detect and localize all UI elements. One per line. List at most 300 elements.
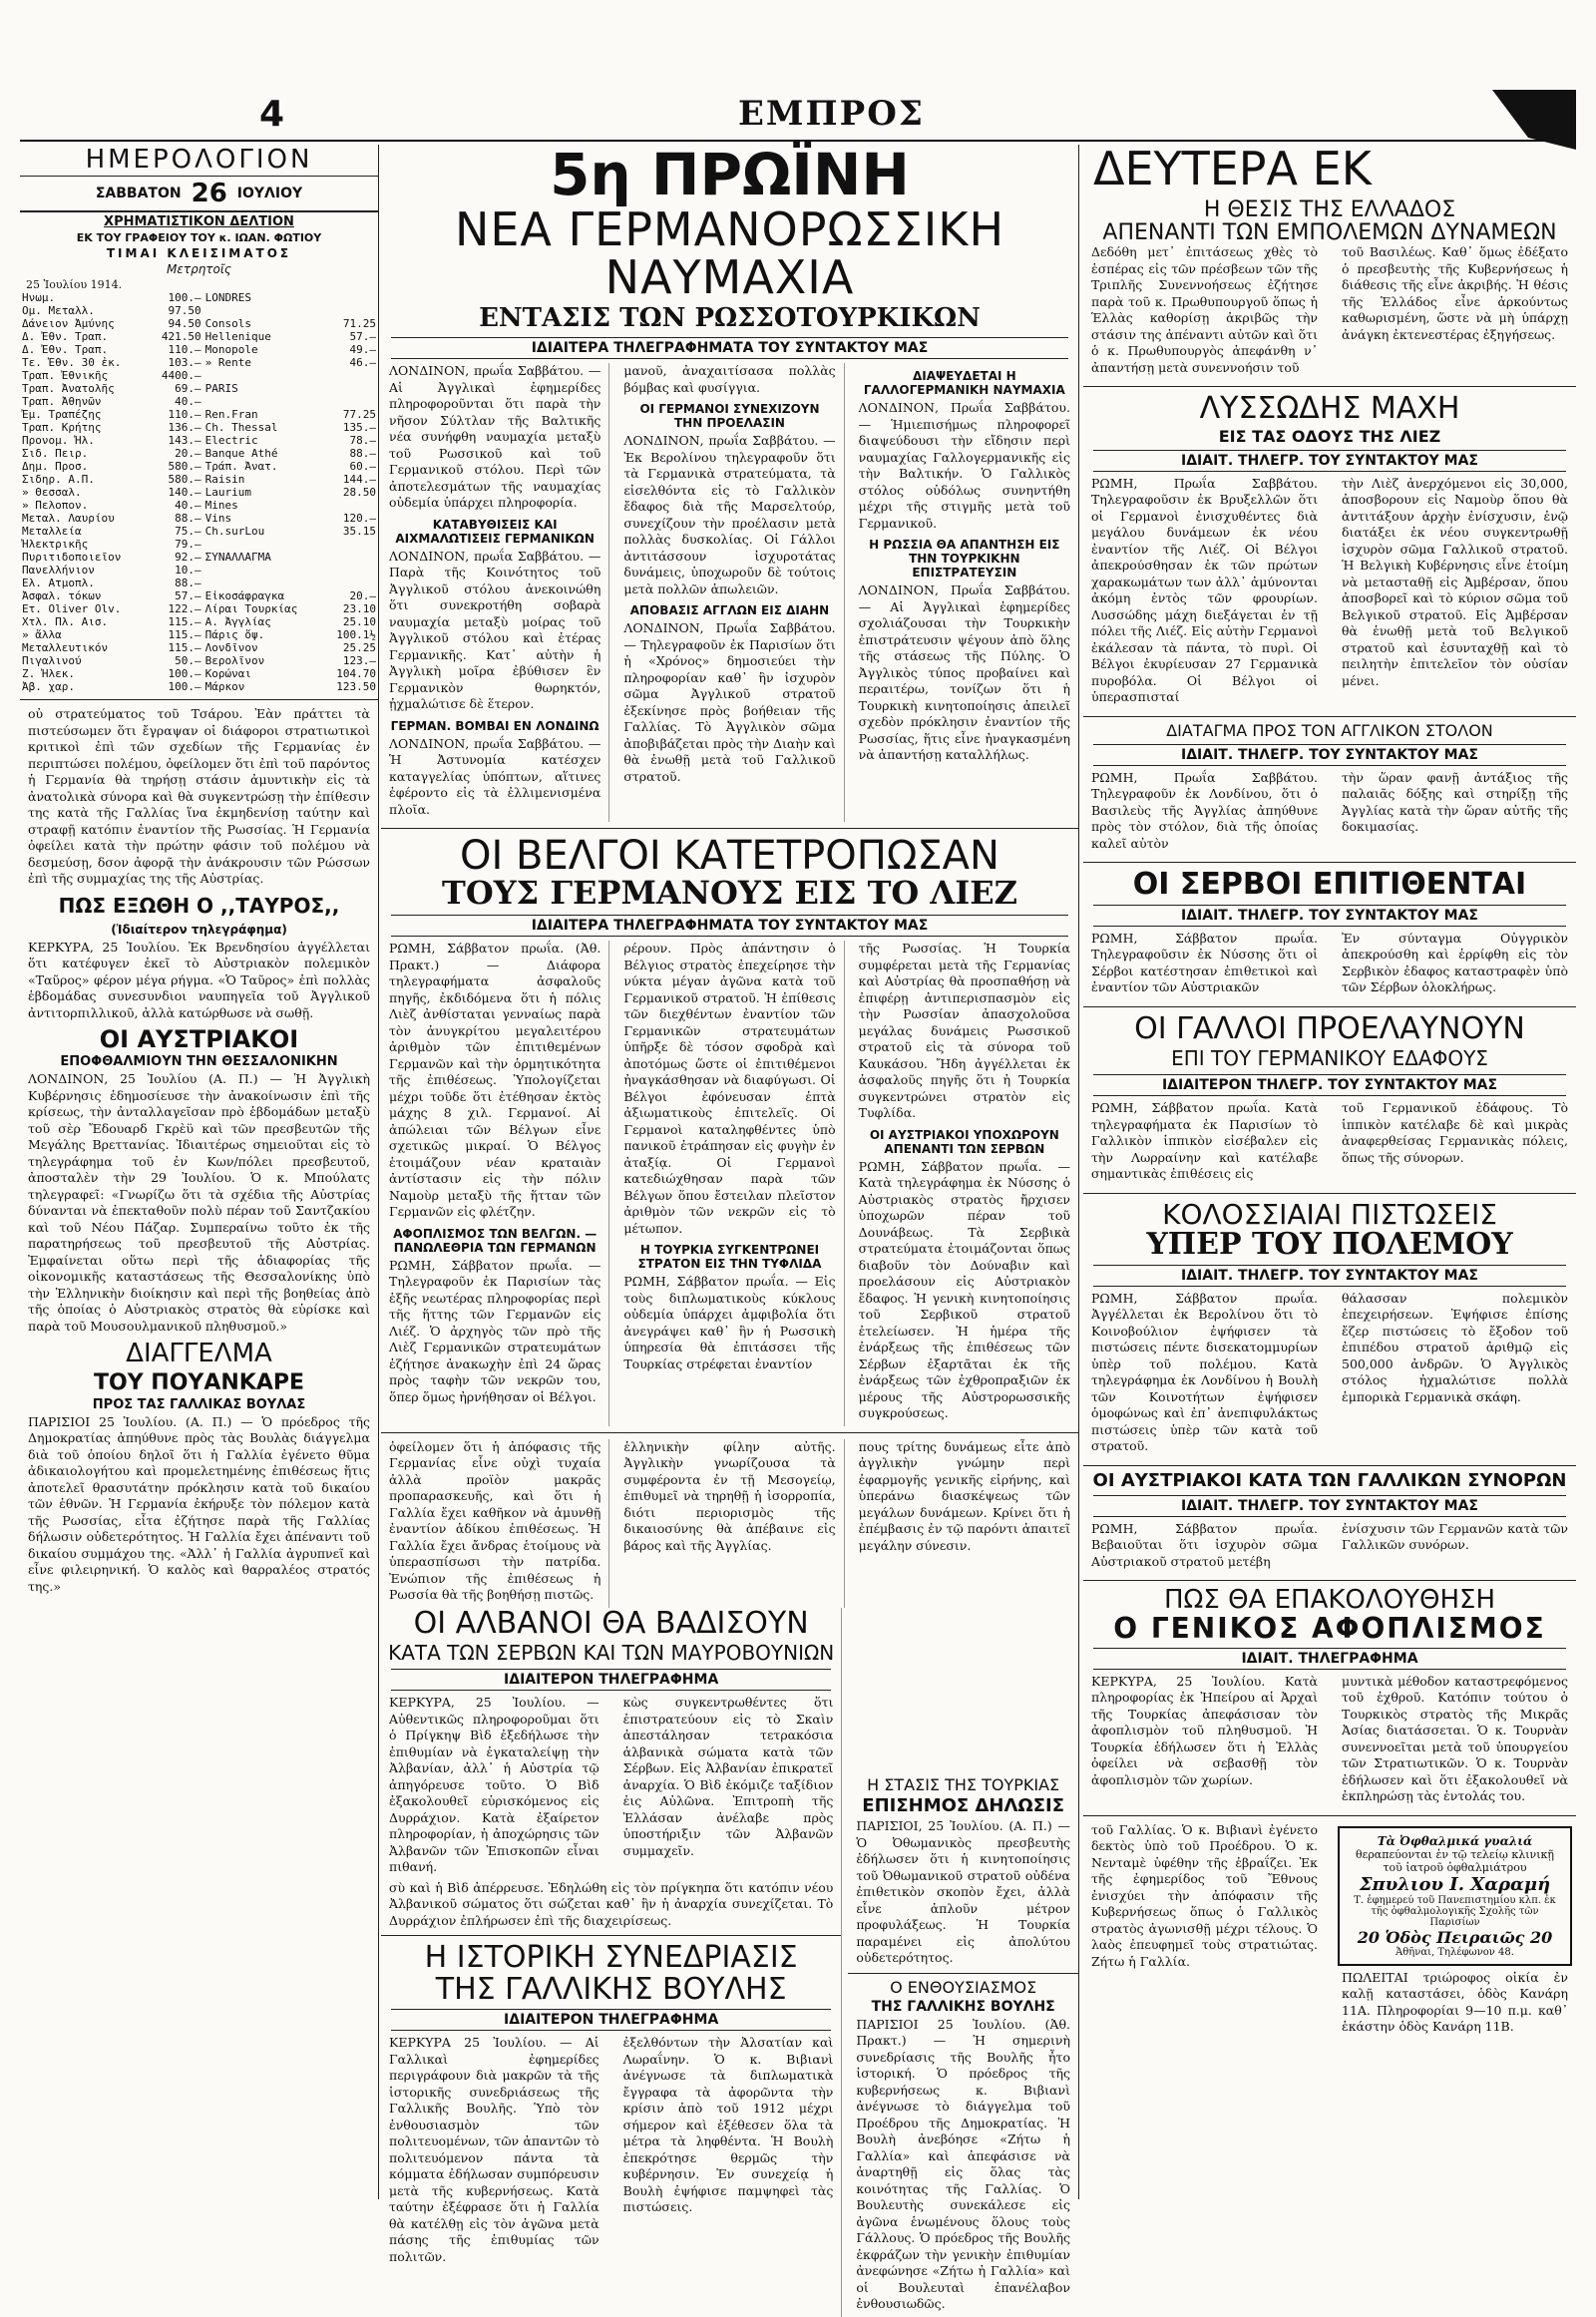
- ad-name: Σπυλιου Ι. Χαραμή: [1359, 1873, 1551, 1895]
- fin-cell: [323, 382, 378, 395]
- fin-cell: » Πελοπον.: [22, 499, 89, 513]
- fin-cell: Τράπ. Ἀνατ.: [204, 460, 278, 474]
- austr-ypoxor-text: ΡΩΜΗ, Σάββατον πρωΐα. — Κατὰ τηλεγράφημα ἐκ Νύσσης ὁ Αὐστριακὸς στρατὸς ἤρχισεν ὑποχωρῶν πέραν τοῦ Δουνάβεως. Τὰ Σερβικὰ στρατεύματα ἐτοιμάζονται ὅπως διαβοῦν τὸν Δούναβιν καὶ προελάσουν εἰς Αὐστριακὸν ἔδαφος. Ἡ γενικὴ κινητοποίησις τοῦ Σερβικοῦ στρατοῦ ἐτελείωσεν. Ἡ ἡμέρα τῆς ἐνάρξεως τῆς ἐπιθέσεως τῶν Σέρβων ἐξαρτᾶται ἐκ τῆς ἐνάρξεως τῶν ἐχθροπραξιῶν ἐκ μέρους τῆς Αὐστρορωσσικῆς συγκρούσεως.: [858, 1158, 1070, 1421]
- sub-enthousiasmos: ΤΗΣ ΓΑΛΛΙΚΗΣ ΒΟΥΛΗΣ: [871, 1998, 1055, 2015]
- page-number: 4: [259, 94, 285, 135]
- fin-cell: 115.—: [168, 615, 201, 629]
- sub-diaggelma: ΤΟΥ ΠΟΥΑΝΚΑΡΕ: [93, 1369, 304, 1395]
- tatpos-tag: (Ἰδιαίτερον τηλεγράφημα): [111, 922, 287, 937]
- fin-cell: Σιδηρ. Α.Π.: [22, 473, 95, 487]
- fin-cell: 104.70: [336, 667, 376, 681]
- lower-left-block: [381, 1605, 842, 2317]
- rossia-text: ΛΟΝΔΙΝΟΝ, Πρωΐα Σαββάτου. — Αἱ Ἀγγλικαὶ ἐφημερίδες σχολιάζουσαι τὴν Τουρκικὴν ἐπιστράτευσιν ψέγουν ἀπὸ ὅλης τῆς στάσεως τῆς Πύλης. Ὁ Ἀγγλικὸς τύπος προβαίνει καὶ περαιτέρω, τονίζων ὅτι ἡ Τουρκικὴ κινητοποίησις ἀπειλεῖ σχεδὸν πρόκλησιν ἐναντίον τῆς Ρωσσίας, ἥτις εἶνε ἠναγκασμένη νὰ ἀπαντήσῃ καταλλήλως.: [858, 582, 1070, 763]
- fin-cell: 25.25: [342, 641, 376, 655]
- article-text: οὐ στρατεύματος τοῦ Τσάρου. Ἐὰν πράττει τὰ πιστεύσωμεν ὅτι ἔγραψαν οἱ διάφοροι στρατιωτικοὶ κριτικοὶ ἐπὶ τῶν σχεδίων τῆς Γερμανίας ἐν περιπτώσει πολέμου, ὀφείλομεν ὅτι ἐπὶ τοῦ παρόντος ἡ Γερμανία θὰ τηρήσῃ στάσιν ἀμυντικὴν εἰς τὰ ἀνατολικὰ σύνορα καὶ θὰ συγκεντρώσῃ τὴν ἐπίθεσιν της κατὰ τῆς Γαλλίας ἵνα ἐκμηδενίσῃ ταύτην καὶ στραφῇ κατόπιν ἐναντίον τῆς Ρωσσίας. Ἡ Γερμανία ὀφείλει κατὰ τὴν πρώτην φάσιν τοῦ πολέμου νὰ δεσμεύσῃ, δσον ἀφορᾷ τὴν ἀνάκρουσιν τῶν Ρώσσων ἐπὶ τῆς συμμαχίας της τῆς Αὐστρίας.: [28, 706, 370, 887]
- sub-velgoi: ΤΟΥΣ ΓΕΡΜΑΝΟΥΣ ΕΙΣ ΤΟ ΛΙΕΖ: [442, 874, 1017, 913]
- fin-date: 25 Ἰουλίου 1914.: [26, 278, 123, 292]
- fin-cell: 20.—: [349, 589, 376, 603]
- fin-cell: Ετ. Oliver Olv.: [22, 602, 122, 616]
- fin-cell: Ἠλεκτρικῆς: [22, 538, 89, 552]
- fin-cell: Πάρις ὄψ.: [204, 628, 265, 642]
- fin-row: [20, 680, 378, 693]
- fin-row: [20, 291, 378, 304]
- naumachia-text-b: μανοῦ, ἀναχαιτίσασα πολλὰς βόμβας καὶ φυσίγγια.: [623, 363, 836, 395]
- fin-row: [20, 460, 378, 473]
- thesis-columns: [1083, 244, 1576, 380]
- fin-cell: 4400.—: [161, 369, 201, 383]
- fin-cell: LONDRES: [204, 291, 251, 305]
- germanoi-synex-text: ΛΟΝΔΙΝΟΝ, πρωΐα Σαββάτου. — Ἐκ Βερολίνου τηλεγραφοῦν ὅτι τὰ Γερμανικὰ στρατεύματα, τὰ εἰσελθόντα εἰς τὸ Γαλλικὸν ἔδαφος διὰ τῆς Μαρσελτούρ, συνεχίζουν τὴν προέλασιν μετὰ πολλὰς δυσκολίας. Οἱ Γάλλοι ἀντιτάσσουν ἰσχυροτάτας δυνάμεις, ὑποχωροῦν δὲ τούτοις μετὰ πολλῶν ἀπωλειῶν.: [623, 433, 836, 596]
- alvanoi-columns: [381, 1695, 841, 1880]
- velgoi-column-3: [851, 941, 1078, 1426]
- fin-cell: 40.—: [175, 395, 201, 409]
- fin-cell: 123.—: [342, 654, 376, 668]
- fin-cell: 28.50: [342, 486, 376, 500]
- tag-diataxis: ΙΔΙΑΙΤ. ΤΗΛΕΓΡ. ΤΟΥ ΣΥΝΤΑΚΤΟΥ ΜΑΣ: [1093, 744, 1566, 766]
- fin-cell: [323, 369, 378, 382]
- alvanoi-text-c: σὺ καὶ ἡ Βὶδ ἀπέρρευσε. Ἐδηλώθη εἰς τὸν πρίγκηπα ὅτι κατόπιν νέου Ἀλβανικοῦ σώματος ὅτι σώζεται καθ᾽ ἣν ἡ ἀναρχία συνεχίζεται. Τὸ Δυρράχιον ἐπλήρωσεν ἐπὶ τῆς διαχειρίσεως.: [389, 1879, 834, 1928]
- ad-title: Τὰ Ὀφθαλμικά γυαλιά: [1377, 1833, 1533, 1848]
- fin-cell: 103.—: [168, 356, 201, 370]
- fin-row: [20, 434, 378, 447]
- headline-katavytheis: ΚΑΤΑΒΥΘΙΣΕΙΣ ΚΑΙ ΑΙΧΜΑΛΩΤΙΣΕΙΣ ΓΕΡΜΑΝΙΚΩΝ: [395, 517, 595, 546]
- pos-tha-columns: [1083, 1674, 1576, 1809]
- diataxis-columns: [1083, 770, 1576, 857]
- fin-cell: [323, 564, 378, 577]
- fin-cell: 140.—: [168, 486, 201, 500]
- fin-cell: Δ. Ἐθν. Τραπ.: [22, 343, 109, 357]
- headline-galloi: ΟΙ ΓΑΛΛΟΙ ΠΡΟΕΛΑΥΝΟΥΝ: [1134, 1010, 1525, 1046]
- galloi-text-b: τοῦ Γερμανικοῦ ἐδάφους. Τὸ ἱππικὸν κατέλαβε δὲ καὶ μικρὰς ἀναφερθείσας Γερμανικὰς πόλεις, ὅπως τῆς σύνορων.: [1342, 1100, 1568, 1165]
- fin-cell: 580.—: [168, 460, 201, 474]
- main-headline: ΝΕΑ ΓΕΡΜΑΝΟΡΩΣΣΙΚΗ ΝΑΥΜΑΧΙΑ: [454, 201, 1005, 305]
- fin-cell: Ch.surLou: [204, 525, 265, 539]
- headline-germ-bombai: ΓΕΡΜΑΝ. ΒΟΜΒΑΙ ΕΝ ΛΟΝΔΙΝΩ: [390, 718, 599, 733]
- fin-cell: 110.—: [168, 408, 201, 422]
- fin-cell: Εἰκοσάφραγκα: [204, 589, 285, 603]
- fin-cell: » ἄλλα: [22, 628, 62, 642]
- fin-cell: 135.—: [342, 421, 376, 435]
- fin-row: [20, 408, 378, 421]
- velgoi-text-c: τῆς Ρωσσίας. Ἡ Τουρκία συμφέρεται μετὰ τῆς Γερμανίας καὶ Αὐστρίας θὰ προσπαθήσῃ νὰ ἐπιφέρῃ ἀντιπερισπασμὸν εἰς τὴν Ρωσσίαν ἀπασχολοῦσα μεγάλας δυνάμεις Ρωσσικοῦ στρατοῦ εἰς τὰ σύνορα τοῦ Καυκάσου. Ἤδη ἀγγέλλεται ἐκ ἀσφαλοῦς πηγῆς ὅτι ἡ Τουρκία συγκεντρώνει στρατὸν εἰς Τυφλίδα.: [858, 941, 1070, 1121]
- ad-line2: Τ. ἐφημερεύ τοῦ Πανεπιστημίου κλπ. ἐκ τῆς ὀφθαλμολογικῆς Σχολῆς τῶν Παρισίων: [1354, 1894, 1556, 1928]
- fin-cell: 100.—: [168, 291, 201, 305]
- fin-cell: 71.25: [342, 317, 376, 331]
- fin-cell: Hellenique: [204, 330, 271, 344]
- newspaper-page: [20, 0, 1576, 2312]
- fin-row: [20, 382, 378, 395]
- main-tag: ΙΔΙΑΙΤΕΡΑ ΤΗΛΕΓΡΑΦΗΜΑΤΑ ΤΟΥ ΣΥΝΤΑΚΤΟΥ ΜΑΣ: [391, 337, 1068, 359]
- sub-thesis: ΑΠΕΝΑΝΤΙ ΤΩΝ ΕΜΠΟΛΕΜΩΝ ΔΥΝΑΜΕΩΝ: [1102, 220, 1557, 246]
- fin-cell: 49.—: [349, 343, 376, 357]
- austriakoi-gall-text-a: ΡΩΜΗ, Σάββατον πρωΐα. Βεβαιοῦται ὅτι ἰσχυρὸν σῶμα Αὐστριακοῦ στρατοῦ μετέβη: [1091, 1520, 1318, 1569]
- sub-lyssodis: ΕΙΣ ΤΑΣ ΟΔΟΥΣ ΤΗΣ ΛΙΕΖ: [1218, 426, 1441, 446]
- fin-cell: 20.—: [175, 447, 201, 461]
- headline-velgoi: ΟΙ ΒΕΛΓΟΙ ΚΑΤΕΤΡΟΠΩΣΑΝ: [460, 833, 999, 880]
- fin-cell: Ch. Thessal: [204, 421, 278, 435]
- fin-cell: Δημ. Προσ.: [22, 460, 89, 474]
- fin-cell: [203, 577, 324, 589]
- fin-cell: Προνομ. Ἠλ.: [22, 434, 95, 448]
- fin-cell: Λίραι Τουρκίας: [204, 602, 298, 616]
- fin-cell: Electric: [204, 434, 258, 448]
- lower-text-a: ὀφείλομεν ὅτι ἡ ἀπόφασις τῆς Γερμανίας εἶνε οὐχὶ τυχαία ἀλλὰ προϊὸν μακρᾶς προπαρασκευῆς, καὶ ὅτι ἡ Γαλλία ἔχει καθῆκον νὰ ἀμυνθῇ ἐναντίον ἀδίκου ἐπιθέσεως. Ἡ Γαλλία ἔχει ἄνδρας ἑτοίμους νὰ ὑπερασπίσωσι τὴν πατρίδα. Ἐνώπιον τῆς ἐπιθέσεως ἡ Ρωσσία θὰ τῆς βοηθήσῃ πιστῶς.: [389, 1438, 601, 1603]
- fin-cell: Ἐμ. Τραπέζης: [22, 408, 102, 422]
- fin-cell: 580.—: [168, 473, 201, 487]
- headline-diataxis: ΔΙΑΤΑΓΜΑ ΠΡΟΣ ΤΟΝ ΑΓΓΛΙΚΟΝ ΣΤΟΛΟΝ: [1166, 720, 1493, 740]
- fin-cell: » Rente: [204, 356, 251, 370]
- tag-velgoi: ΙΔΙΑΙΤΕΡΑ ΤΗΛΕΓΡΑΦΗΜΑΤΑ ΤΟΥ ΣΥΝΤΑΚΤΟΥ ΜΑΣ: [391, 915, 1068, 937]
- fin-cell: PARIS: [204, 382, 238, 396]
- galloi-columns: [1083, 1100, 1576, 1187]
- diataxis-text-b: τὴν ὥραν φανῇ ἀντάξιος τῆς παλαιᾶς δόξης καὶ στηρίξῃ τῆς Ἀγγλίας κατὰ τὴν ὥραν αὐτῆς τῆς δοκιμασίας.: [1342, 769, 1568, 835]
- headline-rossia: Η ΡΩΣΣΙΑ ΘΑ ΑΠΑΝΤΗΣΗ ΕΙΣ ΤΗΝ ΤΟΥΡΚΙΚΗΝ ΕΠΙΣΤΡΑΤΕΥΣΙΝ: [869, 538, 1060, 580]
- fin-cell: 115.—: [168, 641, 201, 655]
- fin-cell: [323, 499, 378, 512]
- fin-cell: 10.—: [175, 564, 201, 578]
- tag-istoriki: ΙΔΙΑΙΤΕΡΟΝ ΤΗΛΕΓΡΑΦΗΜΑ: [391, 2009, 831, 2031]
- diaggelma-text: ΠΑΡΙΣΙΟΙ 25 Ἰουλίου. (Α. Π.) — Ὁ πρόεδρος τῆς Δημοκρατίας ἀπηύθυνε πρὸς τὰς Βουλὰς διάγγελμα διὰ τοῦ ὁποίου δηλοῖ ὅτι ἡ Γαλλία ἐγένετο θῦμα ἀδικαιολογήτου καὶ προμελετημένης ἐπιθέσεως ἥτις ἀποτελεῖ θρασυτάτην πρόκλησιν κατὰ τοῦ δικαίου τῶν ἐθνῶν. Ἡ Γερμανία ἐκήρυξε τὸν πόλεμον κατὰ τῆς Ρωσσίας, εἶτα ἐζήτησε παρὰ τῆς Γαλλίας δήλωσιν οὐδετερότητος. Ἡ Γαλλία ἔχει ἀπέναντι τοῦ δικαίου συμμάχου της. «Ἀλλ᾽ ἡ Γαλλία ἀγρυπνεῖ καὶ εἶνε φιλειρηνική. Ὁ καλὸς καὶ θαρραλέος στρατός της.»: [28, 1413, 370, 1594]
- fin-sub: ΕΚ ΤΟΥ ΓΡΑΦΕΙΟΥ ΤΟΥ κ. ΙΩΑΝ. ΦΩΤΙΟΥ: [76, 231, 322, 245]
- classified-ad: ΠΩΛΕΙΤΑΙ τριώροφος οἰκία ἐν καλῇ καταστάσει, ὁδὸς Κανάρη 11Α. Πληροφορίαι 9—10 π.μ. καθ᾽ ἑκάστην ὁδὸς Κανάρη 11Β.: [1342, 1969, 1568, 2035]
- fin-cell: 69.—: [175, 382, 201, 396]
- lower-text-b: ἑλληνικὴν φίλην αὐτῆς. Ἀγγλικὴν γνωρίζουσα τὰ συμφέροντα ἐν τῇ Μεσογείῳ, ἐπιθυμεῖ νὰ τηρηθῇ ἡ ἰσορροπία, διότι περιορισμὸς τῆς δικαιοσύνης θὰ ἀπέβαινε εἰς βάρος καὶ τῆς Ἀγγλίας.: [623, 1438, 836, 1553]
- fin-row: [20, 356, 378, 369]
- headline-austriakoi: ΟΙ ΑΥΣΤΡΙΑΚΟΙ: [99, 1025, 299, 1054]
- servoi-text-b: Ἐν σύνταγμα Οὐγγρικὸν ἀπεκρούσθη καὶ ἐρρίφθη εἰς τὸν Σερβικὸν ἐδαφος καταστραφὲν ὑπὸ τῶν Σέρβων ὁλοκλήρως.: [1342, 930, 1568, 995]
- fin-cell: Χτλ. Πλ. Αισ.: [22, 615, 109, 629]
- fin-cell: 94.50: [168, 317, 201, 331]
- ystasis-text: ΠΑΡΙΣΙΟΙ, 25 Ἰουλίου. (Α. Π.) — Ὁ Ὀθωμανικὸς πρεσβευτὴς ἐδήλωσεν ὅτι ἡ κινητοποίησις τοῦ Ὀθωμανικοῦ στρατοῦ οὐδένα ἐπιθετικὸν σκοπὸν ἔχει, ἀλλὰ εἶνε ἀπλοῦν μέτρον προφυλάξεως. Ἡ Τουρκία παραμένει εἰς ἀπολύτου οὐδετερότητος.: [856, 1818, 1070, 1966]
- austriakoi-gall-columns: [1083, 1521, 1576, 1575]
- fin-cell: 143.—: [168, 434, 201, 448]
- headline-kolossiaiai: ΚΟΛΟΣΣΙΑΙΑΙ ΠΙΣΤΩΣΕΙΣ: [1162, 1197, 1497, 1231]
- headline-diapsevdetai: ΔΙΑΨΕΥΔΕΤΑΙ Η ΓΑΛΛΟΓΕΡΜΑΝΙΚΗ ΝΑΥΜΑΧΙΑ: [863, 369, 1065, 398]
- pos-tha-text-a: ΚΕΡΚΥΡΑ, 25 Ἰουλίου. Κατὰ πληροφορίας ἐκ Ἠπείρου αἱ Ἀρχαὶ τῆς Τουρκίας ἀπεφάσισαν τὸν ἀφοπλισμὸν τοῦ πληθυσμοῦ. Ἡ Τουρκία ἐδήλωσεν ὅτι ἡ Ἑλλὰς ὀφείλει νὰ σεβασθῇ τὸν ἀφοπλισμὸν τῶν χωρίων.: [1091, 1673, 1318, 1787]
- fin-cell: Σιδ. Πειρ.: [22, 447, 89, 461]
- tag-pos-tha: ΙΔΙΑΙΤ. ΤΗΛΕΓΡΑΦΗΜΑ: [1093, 1648, 1566, 1670]
- fin-title: ΧΡΗΜΑΤΙΣΤΙΚΟΝ ΔΕΛΤΙΟΝ: [104, 214, 294, 230]
- velgoi-column-1: [381, 941, 609, 1426]
- diataxis-text-a: ΡΩΜΗ, Πρωΐα Σαββάτου. Τηλεγραφοῦν ἐκ Λονδίνου, ὅτι ὁ Βασιλεὺς τῆς Ἀγγλίας ἀπηύθυνε πρὸς τὸν στόλον, διὰ τῆς ὁποίας καλεῖ αὐτὸν: [1091, 769, 1318, 851]
- right-headline: ΔΕΥΤΕΡΑ ΕΚ: [1093, 142, 1372, 195]
- fin-row: [20, 304, 378, 317]
- fin-cell: Ἀσφαλ. τόκων: [22, 589, 102, 603]
- alvanoi-text-a: ΚΕΡΚΥΡΑ, 25 Ἰουλίου. — Αὐθεντικῶς πληροφοροῦμαι ὅτι ὁ Πρίγκηψ Βὶδ ἐξεδήλωσε τὴν ἐπιθυμίαν νὰ ἐγκαταλείψῃ τὴν Ἀλβανίαν, ἀλλ᾽ ἡ Αὐστρία τῷ ἀπηγόρευσε τοῦτο. Ὁ Βὶδ ἐξακολουθεῖ εὑρισκόμενος εἰς Δυρράχιον. Κατὰ ἐξαίρετον πληροφορίαν, ἡ ἀποχώρησις τῶν Ἀλβανῶν τῶν Ἐπισκοπῶν εἶναι πιθανή.: [389, 1695, 599, 1875]
- fin-cell: Μεταλλευτικόν: [22, 641, 109, 655]
- headline-austr-ypoxor: ΟΙ ΑΥΣΤΡΙΑΚΟΙ ΥΠΟΧΩΡΟΥΝ ΑΠΕΝΑΝΤΙ ΤΩΝ ΣΕΡΒΩΝ: [869, 1127, 1059, 1156]
- fin-row: [20, 525, 378, 538]
- fin-cell: 97.50: [168, 304, 201, 318]
- lyssodis-columns: [1083, 476, 1576, 710]
- bottom-text: τοῦ Γαλλίας. Ὁ κ. Βιβιανὶ ἐγένετο δεκτὸς ὑπὸ τοῦ Προέδρου. Ὁ κ. Νενταμὲ ὑφέθην τῆς ἐβραΐζει. Ἐκ τῆς ἐφημερίδος τοῦ Ἔθνους ἐνισχύει τὴν ἀπόφασιν τῆς Κυβερνήσεως ὅπως ὁ Γαλλικὸς στρατὸς ἀγωνισθῇ μέχρι τέλους. Ὁ λαὸς ἐπευφημεῖ τοὺς στρατιώτας. Ζήτω ἡ Γαλλία.: [1091, 1821, 1318, 1969]
- headline-austriakoi-gall: ΟΙ ΑΥΣΤΡΙΑΚΟΙ ΚΑΤΑ ΤΩΝ ΓΑΛΛΙΚΩΝ ΣΥΝΟΡΩΝ: [1092, 1469, 1567, 1491]
- fin-cell: Κορώναι: [204, 667, 251, 681]
- fin-cell: 25.10: [342, 615, 376, 629]
- katavytheis-text: ΛΟΝΔΙΝΟΝ, πρωΐα Σαββάτου. — Παρὰ τῆς Κοινότητος τοῦ Ἀγγλικοῦ στόλου ἀνεκοινώθη ὅτι συνεκροτήθη σοβαρὰ ναυμαχία μεταξὺ μοίρας τοῦ Ἀγγλικοῦ στόλου καὶ ἑτέρας Γερμανικῆς. Κατ᾽ αὐτὴν ἡ Ἀγγλικὴ μοῖρα ἐβύθισεν ἓν Γερμανικὸν θωρηκτόν, ᾐχμαλώτισε δὲ ἕτερον.: [389, 548, 601, 712]
- fin-row: [20, 486, 378, 499]
- column-left: [20, 145, 379, 2199]
- column-center: [381, 141, 1079, 2312]
- servoi-text-a: ΡΩΜΗ, Σάββατον πρωΐα. Τηλεγραφοῦσιν ἐκ Νύσσης ὅτι οἱ Σέρβοι κατέστησαν ἐπιθετικοὶ καὶ ἐναντίον τῶν Αὐστριακῶν: [1091, 930, 1318, 995]
- calendar-month: ΙΟΥΛΙΟΥ: [236, 186, 303, 202]
- headline-istoriki: Η ΙΣΤΟΡΙΚΗ ΣΥΝΕΔΡΙΑΣΙΣ: [424, 1940, 798, 1976]
- velgoi-text-b: ρέρουν. Πρὸς ἀπάντησιν ὁ Βέλγιος στρατὸς ἐπεχείρησε τὴν νύκτα μέγαν ἀγῶνα κατὰ τοῦ Γερμανικοῦ στρατοῦ. Ἡ ἐπίθεσις τῶν διεχθέντων ἐναντίον τῶν Γερμανικῶν στρατευμάτων ὑπῆρξε δὲ τόσον σφοδρὰ καὶ ἀποτόμως ὥστε οἱ ἐπιτιθέμενοι ἠναγκάσθησαν νὰ διαφύγωσι. Οἱ Βέλγοι ἐφόνευσαν ἑπτὰ ἀξιωματικοὺς ἐπιτελεῖς. Οἱ Γερμανοὶ καταληφθέντες ὑπὸ πανικοῦ ἐτράπησαν εἰς φυγὴν ἐν ἀταξίᾳ. Οἱ Γερμανοὶ κατεδιώχθησαν παρὰ τῶν Βέλγων ὅπου ἔστειλαν πλεῖστον ἀριθμὸν τῶν νεκρῶν εἰς τὸ μέτωπον.: [623, 941, 836, 1236]
- austriakoi-text: ΛΟΝΔΙΝΟΝ, 25 Ἰουλίου (Α. Π.) — Ἡ Ἀγγλικὴ Κυβέρνησις ἐδημοσίευσε τὴν ἀνακοίνωσιν ἐπὶ τῆς κρίσεως, τὴν ἀνταλλαγεῖσαν πρὸ ἑβδομάδων μεταξὺ τοῦ σὲρ Ἔδουαρδ Γκρὲϋ καὶ τῶν πρεσβευτῶν τῆς Μεγάλης Βρεττανίας. Ἰδιαιτέρως σημειοῦται εἰς τὸ τηλεγράφημα τοῦ ἐν Κων/πόλει πρεσβευτοῦ, ἀποσταλὲν τὴν 29 Ἰουλίου. Ὁ κ. Μπούλατς τηλεγραφεῖ: «Γνωρίζω ὅτι τὰ σχέδια τῆς Αὐστρίας δύνανται νὰ ἐπεκταθοῦν πολὺ πέραν τοῦ Σαντζακίου καὶ τοῦ Νέου Πάζαρ. Συμπεραίνω τοῦτο ἐκ τῆς παρατηρήσεως τοῦ πρεσβευτοῦ τῆς Αὐστρίας. Ἐμφαίνεται οὕτω περὶ τῆς ἀδιαφορίας τῆς οἰκονομικῆς καταστάσεως τῆς Θεσσαλονίκης ὑπὸ τὴν Ἑλληνικὴν διοίκησιν καὶ περὶ τῆς βοηθείας ἀπὸ τῆς ὁποίας ὁ Αὐστριακὸς στρατὸς θὰ εὑρίσκε καὶ παρὰ τοῦ Μουσουλμανικοῦ πληθυσμοῦ.»: [28, 1071, 370, 1334]
- fin-row: [20, 667, 378, 680]
- headline-thesis: Η ΘΕΣΙΣ ΤΗΣ ΕΛΛΑΔΟΣ: [1203, 197, 1456, 223]
- fin-row: [20, 577, 378, 589]
- thesis-text-a: Δεδόθη μετ᾽ ἐπιτάσεως χθὲς τὸ ἑσπέρας εἰς τῶν πρέσβεων τῶν τῆς Τριπλῆς Συνεννοήσεως ἐζήτησε παρὰ τοῦ κ. Πρωθυπουργοῦ ὅπως ἡ Ἑλλὰς καθορίσῃ ἀκριβῶς τὴν στάσιν της ἀπέναντι αὐτῶν καὶ ὅτι ὁ κ. Πρωθυπουργὸς ἀπεφάνθη ν᾽ ἀπαντήσῃ μετὰ συνεννοήσιν τοῦ: [1091, 244, 1318, 375]
- fin-row: [20, 421, 378, 434]
- germ-bombai-text: ΛΟΝΔΙΝΟΝ, πρωΐα Σαββάτου. — Ἡ Ἀστυνομία κατέσχεν καταγγελίας ὑπόπτων, αἵτινες ἐφέροντο εἰς τὰ ἐλλιμενισμένα πλοῖα.: [389, 735, 601, 817]
- naumachia-text-a: ΛΟΝΔΙΝΟΝ, πρωΐα Σαββάτου. — Αἱ Ἀγγλικαὶ ἐφημερίδες πληροφοροῦνται ὅτι παρὰ τὴν νῆσον Σύλτλαν τῆς Βαλτικῆς νέα συνήφθη ναυμαχία μεταξὺ τοῦ Ρωσσικοῦ καὶ τοῦ Γερμανικοῦ στόλου. Περὶ τῶν ἀποτελεσμάτων τῆς ναυμαχίας οὐδεμία ὑπάρχει πληροφορία.: [389, 363, 601, 511]
- fin-cell: 144.—: [342, 473, 376, 487]
- istoriki-text-b: ἐξελθόντων τὴν Ἀλσατίαν καὶ Λωραΐνην. Ὁ κ. Βιβιανὶ ἀνέγνωσε τὰ διπλωματικὰ ἔγγραφα τὰ ἀφορῶντα τὴν κρίσιν ἀπὸ τοῦ 1912 μέχρι σήμερον καὶ ἐξέθεσεν ὅλα τὰ μέτρα τὰ ληφθέντα. Ἡ Βουλὴ ἐπεκρότησε θερμῶς τὴν κυβέρνησιν. Ἐν συνεχείᾳ ἡ Βουλὴ ἐψήφισε παμψηφεὶ τὰς πιστώσεις.: [622, 2035, 834, 2215]
- fin-cell: Ren.Fran: [204, 408, 258, 422]
- fin-cell: [203, 564, 324, 577]
- headline-apovaseis: ΑΠΟΒΑΣΙΣ ΑΓΓΛΩΝ ΕΙΣ ΔΙΑΗΝ: [629, 603, 830, 618]
- headline-lyssodis: ΛΥΣΣΩΔΗΣ ΜΑΧΗ: [1199, 391, 1460, 427]
- fin-table: [20, 291, 378, 693]
- velgoi-text-a: ΡΩΜΗ, Σάββατον πρωΐα. (Ἀθ. Πρακτ.) — Διάφορα τηλεγραφήματα ἀσφαλοῦς πηγῆς, ἐκδιδόμενα ὅτι ἡ πόλις Λιὲζ ἀνθίσταται γενναίως παρὰ τὸν ἀνυγκρίτου μεγαλειτέρου ἀριθμὸν τῶν ἐπιτιθεμένων Γερμανῶν καὶ τὴν ὁρμητικότητα τῆς ἐπιθέσεως. Ὑπολογίζεται μέχρι τοῦδε ὅτι ἐτέθησαν ἐκτὸς μάχης 8 χιλ. Γερμανοί. Αἱ ἀπώλειαι τῶν Βέλγων εἶνε σχετικῶς μικραί. Ὁ Βέλγος ἑτοιμάζουν νέαν κραταιὰν ἀντίστασιν εἰς τὴν πόλιν Ναμοὺρ μεταξὺ τῆς ἥτταν τῶν Γερμανῶν εἰς φλέτζην.: [389, 941, 601, 1220]
- fin-cell: 421.50: [161, 330, 201, 344]
- afopliasmos-text: ΡΩΜΗ, Σάββατον πρωΐα. — Τηλεγραφοῦν ἐκ Παρισίων τὰς ἑξῆς νεωτέρας πληροφορίας περὶ τῆς ἥττης τῶν Γερμανῶν εἰς Λιέζ. Ὁ ἀρχηγὸς τῶν πρὸ τῆς Λιὲζ Γερμανικῶν στρατευμάτων ἐζήτησε ἀνακωχὴν ἐπὶ 24 ὥρας πρὸς ταφὴν τῶν νεκρῶν του, ὅπερ ὅμως ἠρνήθησαν οἱ Βέλγοι.: [389, 1257, 601, 1404]
- tag-austriakoi-gall: ΙΔΙΑΙΤ. ΤΗΛΕΓΡ. ΤΟΥ ΣΥΝΤΑΚΤΟΥ ΜΑΣ: [1093, 1495, 1566, 1517]
- bottom-section: [1083, 1822, 1576, 2040]
- pos-tha-text-b: μυντικὰ μέθοδον καταστρεφόμενος τοῦ ἐχθροῦ. Κατόπιν τούτου ὁ Τουρκικὸς στρατὸς τῆς Μικρᾶς Ἀσίας διατάσσεται. Ὁ κ. Τουρνὰν συνεννοεῖται μετὰ τοῦ ὑπουργείου τῶν Στρατιωτικῶν. Ὁ κ. Τουρνὰν ἐδήλωσεν καὶ ὅτι ἐξακολουθεῖ νὰ ἐκπληρώσῃ τὰς ἐντολάς του.: [1342, 1673, 1568, 1804]
- fin-row: [20, 602, 378, 615]
- fin-cell: 110.—: [168, 343, 201, 357]
- alvanoi-text-b: κὼς συγκεντρωθέντες ὅτι ἐπιστρατεύουν εἰς τὸ Σκαὶν ἀπεστάλησαν τετρακόσια ἀλβανικὰ σώματα κατὰ τῶν Σέρβων. Εἰς Ἀλβανίαν ἐπικρατεῖ ἀναρχία. Ὁ Βὶδ ἐκόμιζε ταξίδιον ἐις Αὐλῶνα. Ἐπιτροπὴ τῆς Ἑλλάσαν ἀνέλαβε πρὸς ὑποστήριξιν τῶν Ἀλβανῶν συμμαχεῖν.: [622, 1695, 834, 1858]
- lower-right-block: [848, 1608, 1078, 2317]
- calendar-title: ΗΜΕΡΟΛΟΓΙΟΝ: [20, 145, 378, 177]
- sub-kolossiaiai: ΥΠΕΡ ΤΟΥ ΠΟΛΕΜΟΥ: [1146, 1227, 1513, 1263]
- masthead: [20, 90, 1576, 142]
- fin-cell: Ηνωμ.: [22, 291, 56, 305]
- diapsevdetai-text: ΛΟΝΔΙΝΟΝ, Πρωΐα Σαββάτου. — Ἡμιεπισήμως πληροφορεῖ διαψεύδουσι τὴν εἴδησιν περὶ ναυμαχίας Γαλλογερμανικῆς εἰς τὴν Βαλτικήν. Ὁ Γαλλικὸς στόλος οὐδόλως συνηντήθη μέχρι τῆς στιγμῆς μετὰ τοῦ Γερμανικοῦ.: [858, 400, 1070, 531]
- fin-cell: [323, 304, 378, 317]
- fin-cell: Raisin: [204, 473, 245, 487]
- sub-istoriki: ΤΗΣ ΓΑΛΛΙΚΗΣ ΒΟΥΛΗΣ: [435, 1971, 787, 2007]
- fin-cell: 122.—: [168, 602, 201, 616]
- fin-cell: Μεταλλεία: [22, 525, 82, 539]
- fin-sub3: Μετρητοῖς: [167, 262, 231, 277]
- fin-cell: 77.25: [342, 408, 376, 422]
- kolossiaiai-text-b: θάλασσαν πολεμικὸν ἐπεχειρήσεων. Ἐψήφισε ἐπίσης ἔζερ πιστώσεις τὸ ἔξοδον τοῦ ἐπιπέδου στρατοῦ ἀριθμῷ εἰς 500,000 ἀνδρῶν. Ὁ Ἀγγλικὸς στόλος ἠχμαλώτισε πολλὰ ἐμπορικὰ Γερμανικὰ σκάφη.: [1342, 1290, 1568, 1404]
- fin-cell: Πανελλήνιον: [22, 564, 95, 578]
- story-column-2: [615, 363, 844, 822]
- calendar-day: ΣΑΒΒΑΤΟΝ: [95, 186, 182, 202]
- fin-cell: [323, 291, 378, 304]
- calendar-dateline: [20, 177, 378, 212]
- fin-row: [20, 564, 378, 577]
- fin-cell: [203, 395, 324, 408]
- headline-tourkia-synk: Η ΤΟΥΡΚΙΑ ΣΥΓΚΕΝΤΡΩΝΕΙ ΣΤΡΑΤΟΝ ΕΙΣ ΤΗΝ ΤΥΦΛΙΔΑ: [637, 1243, 822, 1272]
- fin-cell: Βερολῖνον: [204, 654, 265, 668]
- fin-cell: Monopole: [204, 343, 258, 357]
- istoriki-columns: [381, 2035, 841, 2269]
- fin-cell: [203, 369, 324, 382]
- velgoi-columns: [381, 941, 1078, 1426]
- sub-austriakoi: ΕΠΟΦΘΑΛΜΙΟΥΝ ΤΗΝ ΘΕΣΣΑΛΟΝΙΚΗΝ: [60, 1054, 338, 1070]
- fin-row: [20, 317, 378, 330]
- fin-cell: Λονδῖνον: [204, 641, 258, 655]
- tag-galloi: ΙΔΙΑΙΤΕΡΟΝ ΤΗΛΕΓΡ. ΤΟΥ ΣΥΝΤΑΚΤΟΥ ΜΑΣ: [1093, 1074, 1566, 1096]
- fin-row: [20, 473, 378, 486]
- fin-sub2: ΤΙΜΑΙ ΚΛΕΙΣΙΜΑΤΟΣ: [106, 246, 292, 261]
- fin-row: [20, 628, 378, 641]
- fin-cell: 100.1½: [336, 628, 376, 642]
- fin-cell: Ελ. Ατμοπλ.: [22, 577, 95, 590]
- kolossiaiai-columns: [1083, 1291, 1576, 1459]
- headline-afopliasmos: ΑΦΟΠΛΙΣΜΟΣ ΤΩΝ ΒΕΛΓΩΝ. — ΠΑΝΩΛΕΘΡΙΑ ΤΩΝ ΓΕΡΜΑΝΩΝ: [393, 1226, 598, 1255]
- headline-alvanoi: ΟΙ ΑΛΒΑΝΟΙ ΘΑ ΒΑΔΙΣΟΥΝ: [413, 1605, 809, 1641]
- fin-cell: [323, 395, 378, 408]
- fin-cell: [203, 538, 324, 551]
- fin-cell: [323, 577, 378, 589]
- fin-cell: ΣΥΝΑΛΛΑΓΜΑ: [204, 551, 271, 565]
- istoriki-text-a: ΚΕΡΚΥΡΑ 25 Ἰουλίου. — Αἱ Γαλλικαὶ ἐφημερίδες περιγράφουν διὰ μακρῶν τὰ τῆς ἱστορικῆς συνεδριάσεως τῆς Γαλλικῆς Βουλῆς. Ὑπὸ τὸν ἐνθουσιασμὸν τῶν πολιτευομένων, τῶν ἀπαντῶν τὸ πολιτευόμενον πάντα τὰ κόμματα ἐδήλωσαν συμπόρευσιν μετὰ τῆς κυβερνήσεως. Κατὰ ταύτην ἐξέφρασε ὅτι ἡ Γαλλία θὰ κατέλθῃ εἰς τὸν ἀγῶνα μετὰ πάσης τῆς ἐπιθυμίας τῶν πολιτῶν.: [389, 2035, 599, 2264]
- lower-text-c: πους τρίτης δυνάμεως εἶτε ἀπὸ ἀγγλικὴν γνώμην περὶ ἐφαρμογῆς γενικῆς εἰρήνης, καὶ ὑπεράνω διασκέψεως τῶν μεγάλων δυνάμεων. Κρίνει ὅτι ἡ ἐπέμβασις ἐν τῷ παρόντι ἀπαιτεῖ μεγάλην σύνεσιν.: [858, 1438, 1070, 1553]
- fin-cell: 40.—: [175, 499, 201, 513]
- sub2-diaggelma: ΠΡΟΣ ΤΑΣ ΓΑΛΛΙΚΑΣ ΒΟΥΛΑΣ: [92, 1396, 306, 1412]
- tag-alvanoi: ΙΔΙΑΙΤΕΡΟΝ ΤΗΛΕΓΡΑΦΗΜΑ: [391, 1669, 831, 1691]
- tag-servoi: ΙΔΙΑΙΤ. ΤΗΛΕΓΡ. ΤΟΥ ΣΥΝΤΑΚΤΟΥ ΜΑΣ: [1093, 905, 1566, 927]
- fin-cell: 57.—: [175, 589, 201, 603]
- fin-cell: Ἀβ. χαρ.: [22, 680, 75, 694]
- velgoi-column-2: [615, 941, 844, 1426]
- fin-cell: 78.—: [349, 434, 376, 448]
- fin-cell: Τραπ. Ἐθνικῆς: [22, 369, 109, 383]
- fin-row: [20, 512, 378, 525]
- headline-diaggelma: ΔΙΑΓΓΕΛΜΑ: [126, 1339, 272, 1369]
- fin-row: [20, 654, 378, 667]
- galloi-text-a: ΡΩΜΗ, Σάββατον πρωΐα. Κατὰ τηλεγραφήματα ἐκ Παρισίων τὸ Γαλλικὸν ἱππικὸν εἰσέβαλεν εἰς τὴν Λωρραίνην καὶ κατέλαβε σημαντικὰς ἐπιθέσεις εἰς: [1091, 1100, 1318, 1182]
- headline-tatpos: ΠΩΣ ΕΞΩΘΗ Ο ,,ΤΑΥΡΟΣ,,: [58, 893, 340, 918]
- fin-cell: [323, 551, 378, 564]
- sub-pos-tha: Ο ΓΕΝΙΚΟΣ ΑΦΟΠΛΙΣΜΟΣ: [1113, 1612, 1546, 1646]
- headline-ystasis: Η ΣΤΑΣΙΣ ΤΗΣ ΤΟΥΡΚΙΑΣ: [867, 1774, 1060, 1794]
- fin-cell: Πυριτιδοποιεῖον: [22, 551, 122, 565]
- fin-row: [20, 538, 378, 551]
- servoi-columns: [1083, 931, 1576, 1000]
- headline-pos-tha: ΠΩΣ ΘΑ ΕΠΑΚΟΛΟΥΘΗΣΗ: [1163, 1585, 1496, 1616]
- fin-cell: 35.15: [342, 525, 376, 539]
- ad-line1: θεραπεύονται ἐν τῷ τελείῳ κλινικῇ τοῦ ἰατροῦ ὀφθαλμιάτρου: [1356, 1847, 1554, 1874]
- fin-row: [20, 551, 378, 564]
- fin-row: [20, 343, 378, 356]
- fin-cell: 50.—: [175, 654, 201, 668]
- fin-row: [20, 395, 378, 408]
- kicker: 5η ΠΡΩΪΝΗ: [550, 141, 910, 208]
- fin-row: [20, 369, 378, 382]
- main-subhead: ΕΝΤΑΣΙΣ ΤΩΝ ΡΩΣΣΟΤΟΥΡΚΙΚΩΝ: [479, 303, 981, 334]
- fin-cell: 88.—: [175, 577, 201, 590]
- top-story-columns: [381, 363, 1078, 822]
- fin-cell: Banque Athé: [204, 447, 278, 461]
- tag-lyssodis: ΙΔΙΑΙΤ. ΤΗΛΕΓΡ. ΤΟΥ ΣΥΝΤΑΚΤΟΥ ΜΑΣ: [1093, 450, 1566, 472]
- fin-cell: Ομ. Μεταλλ.: [22, 304, 95, 318]
- fin-cell: 136.—: [168, 421, 201, 435]
- fin-cell: 92.—: [175, 551, 201, 565]
- enthousiasmos-text: ΠΑΡΙΣΙΟΙ 25 Ἰουλίου. (Ἀθ. Πρακτ.) — Ἡ σημερινὴ συνεδρίασις τῆς Βουλῆς ἦτο ἱστορική. Ὁ πρόεδρος τῆς κυβερνήσεως κ. Βιβιανὶ ἀνέγνωσε τὸ διάγγελμα τοῦ Προέδρου τῆς Δημοκρατίας. Ἡ Βουλὴ ἀνεβόησε «Ζήτω ἡ Γαλλία» καὶ ἀπεφάσισε νὰ ἀναρτηθῇ εἰς ὅλας τὰς κοινότητας τῆς Γαλλίας. Ὁ Βουλευτὴς συνεκάλεσε εἰς ἀγῶνα ἑνωμένους ὅλους τοὺς Γάλλους. Ὁ πρόεδρος τῆς Βουλῆς ἐκφράζων τὴν γενικὴν ἐπιθυμίαν ἀνεφώνησε «Ζήτω ἡ Γαλλία» καὶ οἱ Βουλευταὶ ἐπανέλαβον ἐνθουσιωδῶς.: [856, 2016, 1070, 2312]
- tourkia-synk-text: ΡΩΜΗ, Σάββατον πρωΐα. — Εἰς τοὺς διπλωματικοὺς κύκλους οὐδεμία ὑπάρχει ἀμφιβολία ὅτι ἀνεγράψει καθ᾽ ἣν ἡ Ρωσσικὴ ὑπηρεσία θὰ ἐπιτάσσει τῆς Τουρκίας στρέφεται ἐναντίον: [623, 1274, 836, 1371]
- fin-cell: Τραπ. Ἀθηνῶν: [22, 395, 102, 409]
- fin-row: [20, 330, 378, 343]
- fin-cell: Τραπ. Κρήτης: [22, 421, 102, 435]
- fin-cell: 75.—: [175, 525, 201, 539]
- calendar-date: 26: [191, 179, 227, 209]
- fin-cell: 120.—: [342, 512, 376, 526]
- fin-cell: [323, 538, 378, 551]
- fin-cell: 115.—: [168, 628, 201, 642]
- lyssodis-text-b: τὴν Λιὲζ ἀνερχόμενοι εἰς 30,000, ἀποσβορουν εἰς Ναμοὺρ ὅπου θὰ ἀντιτάξουν ἀρχὴν ἐνίσχυσιν, ἐνῷ διατάξει ἐκ νέου συγκεντρωθῇ ἰσχυρὸν σῶμα Γαλλικοῦ στρατοῦ. Ἡ Βελγικὴ Κυβέρνησις εἶνε ἑτοίμη νὰ μετασταθῇ εἰς Ἀμβέρσαν, ὅπου ἀποσβορεῖ καὶ τὸ κύριον σῶμα τοῦ Βελγικοῦ στρατοῦ. Εἰς Ἀμβέρσαν θὰ ἐνωθῇ μετὰ τοῦ Βελγικοῦ στρατοῦ καὶ ἐσυνταχθῇ καὶ τὸ πειλητὴν ἐπιτελεῖον τὸν οὐσίαν μένει.: [1342, 475, 1568, 688]
- fin-cell: Τραπ. Ἀνατολῆς: [22, 382, 115, 396]
- fin-cell: 46.—: [349, 356, 376, 370]
- fin-cell: Τε. Ἐθν. 30 ἐκ.: [22, 356, 122, 370]
- fin-cell: Ζ. Ἠλεκ.: [22, 667, 75, 681]
- sub-ystasis: ΕΠΙΣΗΜΟΣ ΔΗΛΩΣΙΣ: [862, 1795, 1065, 1817]
- fin-cell: Πιγαλινού: [22, 654, 82, 668]
- ad-address: 20 Ὁδὸς Πειραιῶς 20: [1357, 1927, 1553, 1947]
- fin-cell: [203, 304, 324, 317]
- lower-fragments: [381, 1439, 1078, 1608]
- fin-cell: 88.—: [349, 447, 376, 461]
- fin-cell: Δάνειον Ἀμύνης: [22, 317, 115, 331]
- fin-cell: 100.—: [168, 667, 201, 681]
- headline-servoi: ΟΙ ΣΕΡΒΟΙ ΕΠΙΤΙΘΕΝΤΑΙ: [1132, 867, 1527, 903]
- fin-cell: Consols: [204, 317, 251, 331]
- fin-cell: 88.—: [175, 512, 201, 526]
- optician-ad: [1338, 1826, 1572, 1966]
- austriakoi-gall-text-b: ἐνίσχυσιν τῶν Γερμανῶν κατὰ τῶν Γαλλικῶν συνόρων.: [1342, 1520, 1568, 1553]
- sub-galloi: ΕΠΙ ΤΟΥ ΓΕΡΜΑΝΙΚΟΥ ΕΔΑΦΟΥΣ: [1171, 1046, 1488, 1071]
- fin-cell: 100.—: [168, 680, 201, 694]
- fin-cell: Μεταλ. Λαυρίου: [22, 512, 115, 526]
- story-column-3: [851, 363, 1078, 822]
- fin-row: [20, 589, 378, 602]
- fin-cell: » Θεσσαλ.: [22, 486, 82, 500]
- apovaseis-text: ΛΟΝΔΙΝΟΝ, Πρωΐα Σαββάτου. — Τηλεγραφοῦν ἐκ Παρισίων ὅτι ἡ «Χρόνος» δημοσιεύει τὴν πληροφορίαν καθ᾽ ἣν ἰσχυρὸν σῶμα Ἀγγλικοῦ στρατοῦ ἐξεκίνησε πρὸς βοήθειαν τῆς Γαλλίας. Τὸ Ἀγγλικὸν σῶμα ἀποβιβάζεται πρὸς τὴν Διαὴν καὶ θὰ ἑνωθῇ μετὰ τοῦ Γαλλικοῦ στρατοῦ.: [623, 620, 836, 784]
- thesis-text-b: τοῦ Βασιλέως. Καθ᾽ ὅμως ἐδέξατο ὁ πρεσβευτὴς τῆς Κυβερνήσεως ἡ διάθεσις τῆς εἶνε ἀκριβής. Ἡ θέσις τῆς Ἑλλάδος εἶνε ἀρκούντως καθωρισμένη, ὥστε νὰ μὴ ὑπάρχῃ ἀνάγκη ἐκτενεστέρας ἐξηγήσεως.: [1342, 244, 1568, 342]
- fin-cell: 23.10: [342, 602, 376, 616]
- fin-row: [20, 499, 378, 512]
- tatpos-text: ΚΕΡΚΥΡΑ, 25 Ἰουλίου. Ἐκ Βρενδησίου ἀγγέλλεται ὅτι κατέφυγεν ἐκεῖ τὸ Αὐστριακὸν πολεμικὸν «Ταῦρος» φέρον μέγα ρήγμα. «Ὁ Ταῦρος» ἐπὶ πολλὰς ἑβδομάδας συνεσυνδιοι ναυπηγεῖα τοῦ Ἀγγλικοῦ ἀντιτορπιλλικοῦ, ἀλλὰ κατώρθωσε νὰ σωθῇ.: [28, 939, 370, 1020]
- fin-row: [20, 615, 378, 628]
- fin-cell: 123.50: [336, 680, 376, 694]
- fin-cell: Vins: [204, 512, 232, 526]
- headline-germanoi-synex: ΟΙ ΓΕΡΜΑΝΟΙ ΣΥΝΕΧΙΖΟΥΝ ΤΗΝ ΠΡΟΕΛΑΣΙΝ: [639, 402, 820, 431]
- fin-cell: Α. Ἀγγλίας: [204, 615, 271, 629]
- lower-section: [381, 1605, 1078, 2317]
- fin-cell: Laurium: [204, 486, 251, 500]
- column-right: [1083, 142, 1576, 2199]
- sub-alvanoi: ΚΑΤΑ ΤΩΝ ΣΕΡΒΩΝ ΚΑΙ ΤΩΝ ΜΑΥΡΟΒΟΥΝΙΩΝ: [388, 1641, 835, 1666]
- fin-cell: Δ. Ἐθν. Τραπ.: [22, 330, 109, 344]
- story-column-1: [381, 363, 609, 822]
- fin-cell: Μάρκον: [204, 680, 245, 694]
- fin-row: [20, 447, 378, 460]
- fin-row: [20, 641, 378, 654]
- fin-cell: 79.—: [175, 538, 201, 552]
- fin-cell: Mines: [204, 499, 238, 513]
- fin-cell: 57.—: [349, 330, 376, 344]
- headline-enthousiasmos: Ο ΕΝΘΟΥΣΙΑΣΜΟΣ: [890, 1977, 1037, 1997]
- lyssodis-text-a: ΡΩΜΗ, Πρωΐα Σαββάτου. Τηλεγραφοῦσιν ἐκ Βρυξελλῶν ὅτι οἱ Γερμανοὶ ἐνισχυθέντες διὰ μεγάλου δυνάμεων ἐκ νέου ἐναντίον τῆς Λιέζ. Οἱ Βέλγοι ἀπεκρούσθησαν ἐκ τῶν πρώτων χαρακωμάτων των ἀλλ᾽ ἀμύνονται ἀκόμη ἐντὸς τῶν φρουρίων. Λυσσώδης μάχη διεξάγεται ἐν τῇ πόλει τῆς Λιέζ. Εἰς αὐτὴν Γερμανοὶ ἐκάλεσαν τὰ πάντα, τὸ πυρὶ. Οἱ Βέλγοι ἐκυρίευσαν 27 Γερμανικὰ πυροβόλα. Οἱ Βέλγοι οἱ ὑπερασπισταί: [1091, 475, 1318, 705]
- paper-name: ΕΜΠΡΟΣ: [738, 94, 925, 134]
- fin-cell: 60.—: [349, 460, 376, 474]
